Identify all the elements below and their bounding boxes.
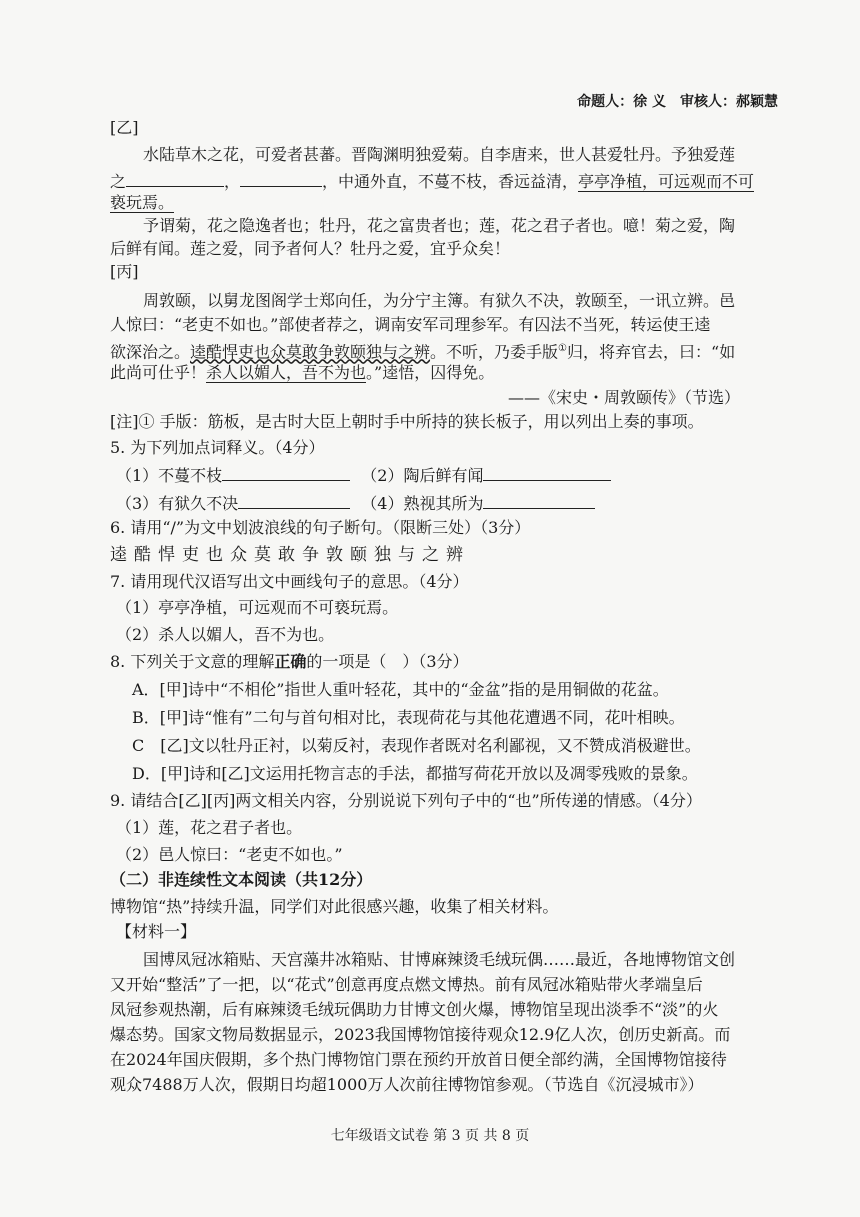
material-1-line-4: 爆态势。国家文物局数据显示，2023我国博物馆接待观众12.9亿人次，创历史新高。而 xyxy=(110,1025,731,1044)
material-1-line-6: 观众7488万人次，假期日均超1000万人次前往博物馆参观。（节选自《沉浸城市》） xyxy=(110,1075,704,1094)
header-authors: 命题人：徐 义 审核人：郝颖慧 xyxy=(577,94,778,110)
question-8-title: 8. 下列关于文意的理解正确的一项是（ ）（3分） xyxy=(110,652,469,671)
q5-answer-2[interactable] xyxy=(483,462,611,481)
q5-row-1: （1）不蔓不枝 （2）陶后鲜有闻 xyxy=(116,462,611,488)
q8-option-b[interactable]: B．[甲]诗“惟有”二句与首句相对比，表现荷花与其他花遭遇不同，花叶相映。 xyxy=(132,708,685,727)
material-1-line-1: 国博凤冠冰箱贴、天宫藻井冰箱贴、甘博麻辣烫毛绒玩偶……最近，各地博物馆文创 xyxy=(143,950,736,969)
bing-line-1: 周敦颐，以舅龙图阁学士郑向任，为分宁主簿。有狱久不决，敦颐至，一讯立辨。邑 xyxy=(143,291,736,310)
q5-answer-4[interactable] xyxy=(483,490,595,509)
q5-answer-1[interactable] xyxy=(222,462,350,481)
yi-paragraph-2-cont: 后鲜有闻。莲之爱，同予者何人？牡丹之爱，宜乎众矣！ xyxy=(110,239,511,258)
material-1-line-3: 凤冠参观热潮，后有麻辣烫毛绒玩偶助力甘博文创火爆，博物馆呈现出淡季不“淡”的火 xyxy=(110,1000,719,1019)
question-6-title: 6. 请用“/”为文中划波浪线的句子断句。（限断三处）（3分） xyxy=(110,518,531,537)
bing-line-3: 欲深治之。逵酷悍吏也众莫敢争敦颐独与之辨。不听，乃委手版①归，将弃官去，曰：“如 xyxy=(110,342,736,362)
q8-option-d[interactable]: D．[甲]诗和[乙]文运用托物言志的手法，都描写荷花开放以及凋零残败的景象。 xyxy=(132,764,698,783)
yi-paragraph-1-end: 亵玩焉。 xyxy=(110,193,175,212)
bing-line-4: 此尚可仕乎！杀人以媚人，吾不为也。”逵悟，囚得免。 xyxy=(110,363,495,382)
footnote: [注]① 手版：筋板，是古时大臣上朝时手中所持的狭长板子，用以列出上奏的事项。 xyxy=(110,412,704,431)
q7-item-2: （2）杀人以媚人，吾不为也。 xyxy=(116,625,335,644)
material-1-line-2: 又开始“整活”了一把，以“花式”创意再度点燃文博热。前有凤冠冰箱贴带火孝端皇后 xyxy=(110,975,703,994)
blank-2[interactable] xyxy=(240,168,322,187)
question-7-title: 7. 请用现代汉语写出文中画线句子的意思。（4分） xyxy=(110,572,469,591)
material-1-line-5: 在2024年国庆假期，多个热门博物馆门票在预约开放首日便全部约满，全国博物馆接待 xyxy=(110,1050,727,1069)
q9-item-1: （1）莲，花之君子者也。 xyxy=(116,818,303,837)
section-bing-label: [丙] xyxy=(110,262,139,281)
underlined-sentence-1: 亭亭净植，可远观而不可 xyxy=(578,172,755,191)
question-5-title: 5. 为下列加点词释义。（4分） xyxy=(110,438,325,457)
material-1-label: 【材料一】 xyxy=(116,922,197,941)
blank-1[interactable] xyxy=(126,168,224,187)
bing-source: ——《宋史・周敦颐传》（节选） xyxy=(507,388,740,407)
page-footer: 七年级语文试卷 第 3 页 共 8 页 xyxy=(330,1128,530,1144)
q5-answer-3[interactable] xyxy=(238,490,350,509)
part-2-title: （二）非连续性文本阅读（共12分） xyxy=(110,870,373,889)
q6-sentence[interactable]: 逵酷悍吏也众莫敢争敦颐独与之辨 xyxy=(110,545,470,565)
q8-option-c[interactable]: C [乙]文以牡丹正衬，以菊反衬，表现作者既对名利鄙视，又不赞成消极避世。 xyxy=(132,736,701,755)
part-2-intro: 博物馆“热”持续升温，同学们对此很感兴趣，收集了相关材料。 xyxy=(110,897,559,916)
q9-item-2: （2）邑人惊曰：“老吏不如也。” xyxy=(116,845,343,864)
underlined-sentence-2: 杀人以媚人，吾不为也 xyxy=(206,363,367,382)
q5-row-2: （3）有狱久不决 （4）熟视其所为 xyxy=(116,490,595,516)
yi-paragraph-2: 予谓菊，花之隐逸者也；牡丹，花之富贵者也；莲，花之君子者也。噫！菊之爱，陶 xyxy=(143,216,736,235)
question-9-title: 9. 请结合[乙][丙]两文相关内容，分别说说下列句子中的“也”所传递的情感。（4分） xyxy=(110,791,702,810)
section-yi-label: [乙] xyxy=(110,118,139,137)
bing-line-2: 人惊曰：“老吏不如也。”部使者荐之，调南安军司理参军。有囚法不当死，转运使王逵 xyxy=(110,315,711,334)
q7-item-1: （1）亭亭净植，可远观而不可亵玩焉。 xyxy=(116,598,399,617)
yi-paragraph-1: 水陆草木之花，可爱者甚蕃。晋陶渊明独爱菊。自李唐来，世人甚爱牡丹。予独爱莲 xyxy=(143,145,736,164)
q8-option-a[interactable]: A．[甲]诗中“不相伦”指世人重叶轻花，其中的“金盆”指的是用铜做的花盆。 xyxy=(132,680,669,699)
yi-paragraph-1-cont: 之 ， ，中通外直，不蔓不枝，香远益清，亭亭净植，可远观而不可 xyxy=(110,168,754,194)
wavy-sentence: 逵酷悍吏也众莫敢争敦颐独与之辨 xyxy=(190,342,431,362)
